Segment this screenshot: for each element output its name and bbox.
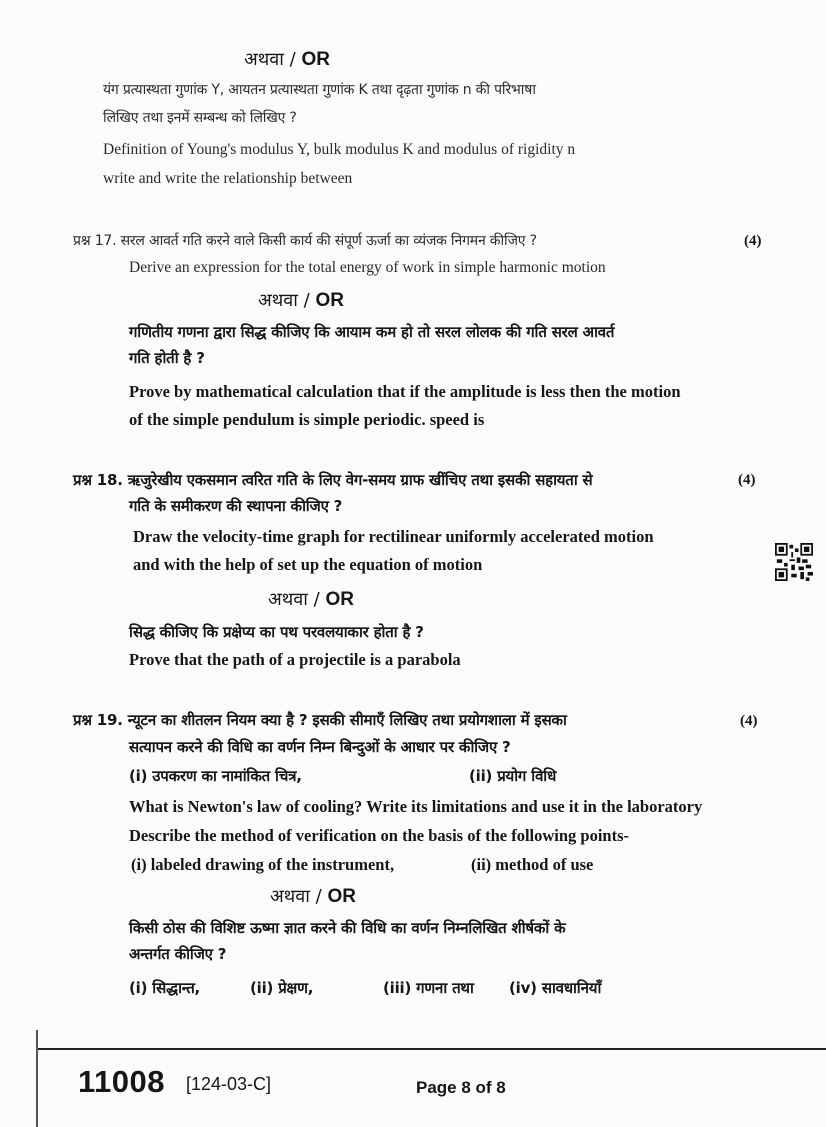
or-divider: अथवा / OR: [258, 290, 344, 311]
q19-heading-2: (ii) प्रेक्षण,: [250, 979, 314, 997]
q19-heading-4: (iv) सावधानियाँ: [509, 979, 602, 997]
or-divider: अथवा / OR: [244, 49, 330, 70]
q17-marks: (4): [744, 233, 762, 249]
q19-heading-1: (i) सिद्धान्त,: [129, 979, 201, 997]
q17-english: Derive an expression for the total energy of work in simple harmonic motion: [129, 259, 606, 276]
q17-hindi: प्रश्न 17. सरल आवर्त गति करने वाले किसी कार्य की संपूर्ण ऊर्जा का व्यंजक निगमन कीजिए ?: [73, 233, 537, 249]
page-number: Page 8 of 8: [416, 1078, 506, 1097]
q16-alt-hindi-line1: यंग प्रत्यास्थता गुणांक Y, आयतन प्रत्यास्थता गुणांक K तथा दृढ़ता गुणांक n की परिभाषा: [103, 82, 536, 98]
q18-hindi-line2: गति के समीकरण की स्थापना कीजिए ?: [129, 497, 343, 515]
q18-english-line1: Draw the velocity-time graph for rectilinear uniformly accelerated motion: [133, 527, 654, 546]
left-margin-line: [36, 1030, 38, 1127]
q18-hindi-line1: प्रश्न 18. ऋजुरेखीय एकसमान त्वरित गति के लिए वेग-समय ग्राफ खींचिए तथा इसकी सहायता से: [73, 471, 593, 489]
q18-alt-english: Prove that the path of a projectile is a parabola: [129, 650, 461, 669]
footer-divider: [38, 1048, 826, 1050]
q19-marks: (4): [740, 713, 758, 729]
q19-point2-hindi: (ii) प्रयोग विधि: [469, 767, 557, 785]
q18-alt-hindi: सिद्ध कीजिए कि प्रक्षेप्य का पथ परवलयाकार होता है ?: [129, 623, 424, 641]
q19-english-line1: What is Newton's law of cooling? Write its limitations and use it in the laboratory: [129, 797, 703, 816]
q17-alt-hindi-line2: गति होती है ?: [129, 349, 205, 367]
q19-point1-english: (i) labeled drawing of the instrument,: [131, 855, 395, 874]
q19-alt-hindi-line1: किसी ठोस की विशिष्ट ऊष्मा ज्ञात करने की विधि का वर्णन निम्नलिखित शीर्षकों के: [129, 919, 566, 937]
q18-english-line2: and with the help of set up the equation of motion: [133, 555, 483, 574]
q16-alt-hindi-line2: लिखिए तथा इनमें सम्बन्ध को लिखिए ?: [103, 110, 297, 126]
q19-point2-english: (ii) method of use: [471, 855, 594, 874]
q19-hindi-line2: सत्यापन करने की विधि का वर्णन निम्न बिन्दुओं के आधार पर कीजिए ?: [129, 738, 511, 756]
q17-alt-english-line2: of the simple pendulum is simple periodic. speed is: [129, 410, 485, 429]
q19-alt-hindi-line2: अन्तर्गत कीजिए ?: [129, 945, 227, 963]
q16-alt-english-line1: Definition of Young's modulus Y, bulk modulus K and modulus of rigidity n: [103, 141, 576, 158]
or-divider: अथवा / OR: [268, 589, 354, 610]
q16-alt-english-line2: write and write the relationship between: [103, 170, 353, 187]
paper-code: 11008: [78, 1064, 165, 1099]
q19-english-line2: Describe the method of verification on the basis of the following points-: [129, 826, 630, 845]
q18-marks: (4): [738, 472, 756, 488]
q17-alt-hindi-line1: गणितीय गणना द्वारा सिद्ध कीजिए कि आयाम कम हो तो सरल लोलक की गति सरल आवर्त: [129, 323, 615, 341]
q19-point1-hindi: (i) उपकरण का नामांकित चित्र,: [129, 767, 302, 785]
paper-subcode: [124-03-C]: [186, 1074, 272, 1094]
q19-hindi-line1: प्रश्न 19. न्यूटन का शीतलन नियम क्या है ? इसकी सीमाएँ लिखिए तथा प्रयोगशाला में इसका: [73, 711, 567, 729]
q17-alt-english-line1: Prove by mathematical calculation that if the amplitude is less then the motion: [129, 382, 681, 401]
qr-code-icon: [775, 543, 813, 581]
or-divider: अथवा / OR: [270, 886, 356, 907]
q19-heading-3: (iii) गणना तथा: [383, 979, 474, 997]
